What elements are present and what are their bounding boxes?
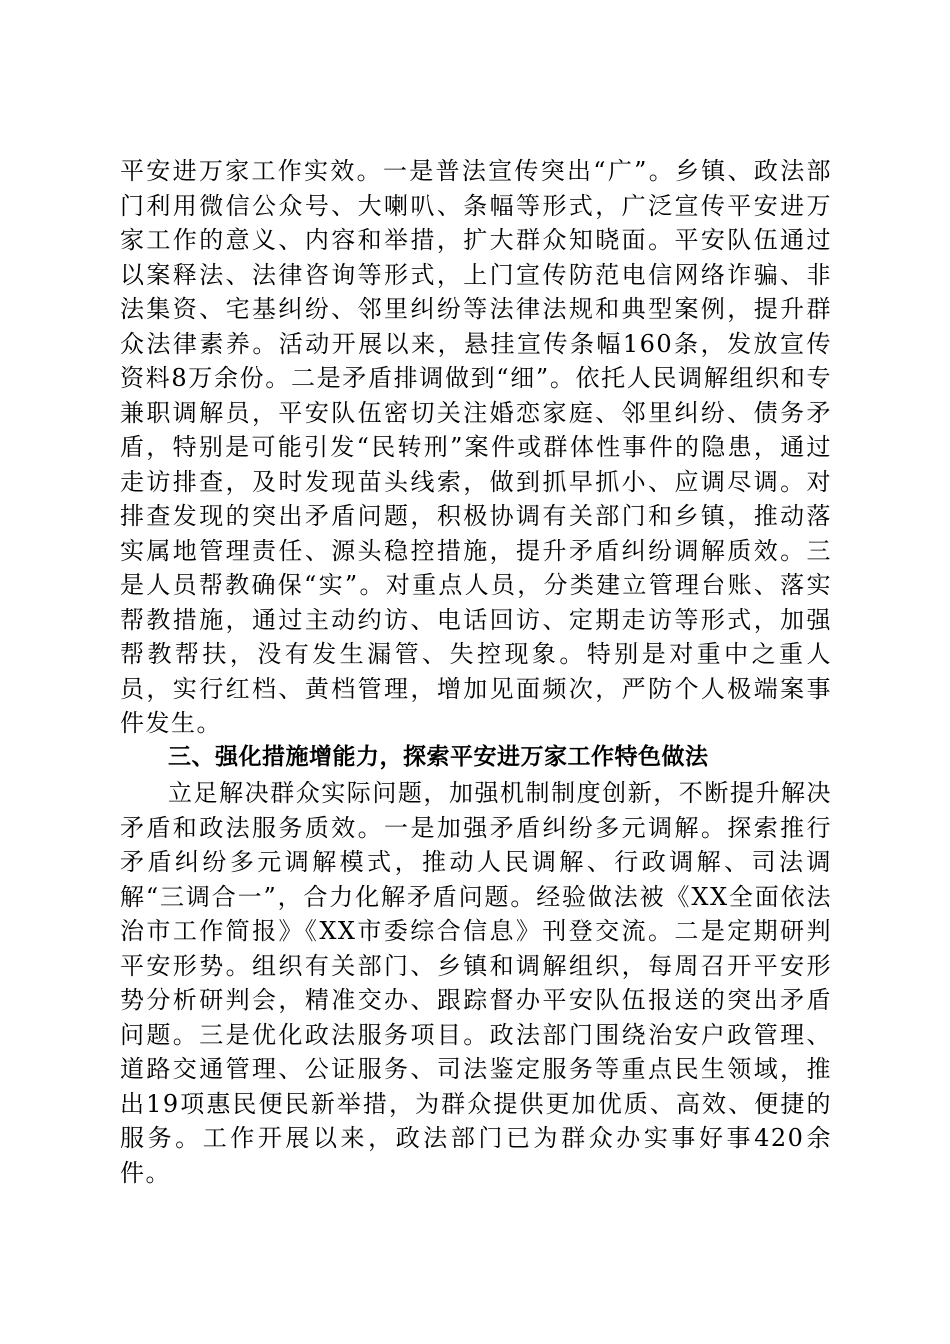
section-heading: 三、强化措施增能力，探索平安进万家工作特色做法 [168, 744, 709, 770]
body-paragraph-continued: 平安进万家工作实效。一是普法宣传突出“广”。乡镇、政法部门利用微信公众号、大喇叭、条幅等形式，广泛宣传平安进万家工作的意义、内容和举措，扩大群众知晓面。平安队伍通过以案释法、法律咨询等形式，上门宣传防范电信网络诈骗、非法集资、宅基纠纷、邻里纠纷等法律法规和典型案例，提升群众法律素养。活动开展以来，悬挂宣传条幅160条，发放宣传资料8万余份。二是矛盾排调做到“细”。依托人民调解组织和专兼职调解员，平安队伍密切关注婚恋家庭、邻里纠纷、债务矛盾，特别是可能引发“民转刑”案件或群体性事件的隐患，通过走访排查，及时发现苗头线索，做到抓早抓小、应调尽调。对排查发现的突出矛盾问题，积极协调有关部门和乡镇，推动落实属地管理责任、源头稳控措施，提升矛盾纠纷调解质效。三是人员帮教确保“实”。对重点人员，分类建立管理台账、落实帮教措施，通过主动约访、电话回访、定期走访等形式，加强帮教帮扶，没有发生漏管、失控现象。特别是对重中之重人员，实行红档、黄档管理，增加见面频次，严防个人极端案事件发生。 [120, 157, 832, 737]
body-paragraph-section-three: 立足解决群众实际问题，加强机制制度创新，不断提升解决矛盾和政法服务质效。一是加强矛盾纠纷多元调解。探索推行矛盾纠纷多元调解模式，推动人民调解、行政调解、司法调解“三调合一”，合力化解矛盾问题。经验做法被《XX全面依法治市工作简报》《XX市委综合信息》刊登交流。二是定期研判平安形势。组织有关部门、乡镇和调解组织，每周召开平安形势分析研判会，精准交办、跟踪督办平安队伍报送的突出矛盾问题。三是优化政法服务项目。政法部门围绕治安户政管理、道路交通管理、公证服务、司法鉴定服务等重点民生领域，推出19项惠民便民新举措，为群众提供更加优质、高效、便捷的服务。工作开展以来，政法部门已为群众办实事好事420余件。 [120, 779, 832, 1187]
